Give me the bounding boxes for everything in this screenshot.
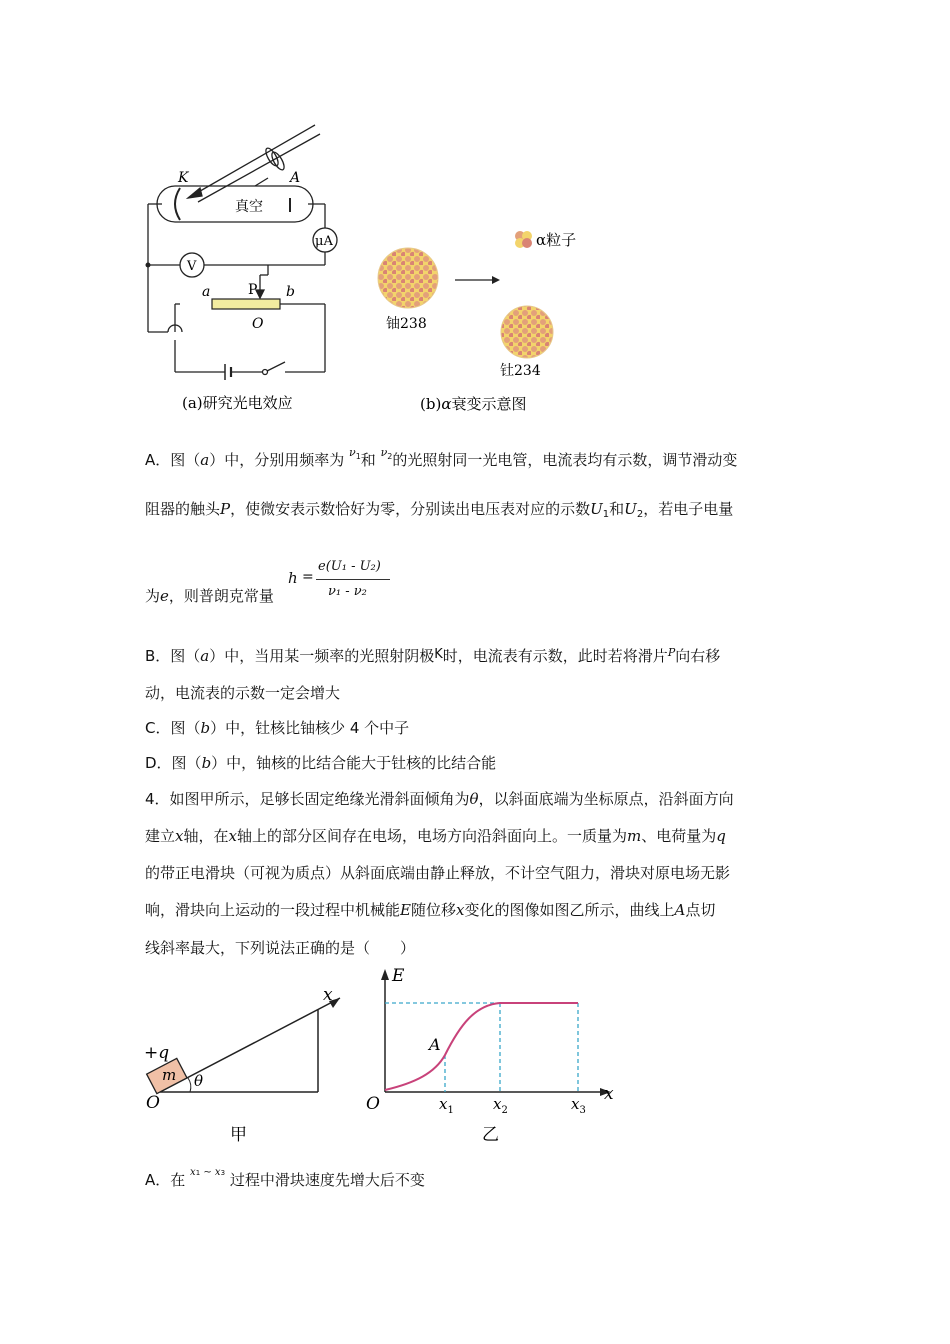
figure-a-caption: (a)研究光电效应 <box>182 394 293 412</box>
thorium-nucleus <box>501 306 553 358</box>
figure-b-alpha-decay <box>360 220 600 420</box>
label-P: P <box>248 282 258 298</box>
q4-line1: 4．如图甲所示，足够长固定绝缘光滑斜面倾角为θ，以斜面底端为坐标原点，沿斜面方向 <box>145 790 734 808</box>
voltmeter-label: V <box>187 259 197 274</box>
option-3C: C．图（b）中，钍核比铀核少 4 个中子 <box>145 719 410 737</box>
point-A-label: A <box>429 1035 441 1054</box>
option-3B-line2: 动，电流表的示数一定会增大 <box>145 684 341 702</box>
option-3D: D．图（b）中，铀核的比结合能大于钍核的比结合能 <box>145 754 497 772</box>
option-3A-line1: A．图（a）中，分别用频率为 $\nu_1$和 $\nu_2$的光照射同一光电管，电流表均有示数，调节滑动变 <box>145 446 738 469</box>
axis-E-label: E <box>392 966 405 986</box>
tick-x2: $x_2$ <box>493 1095 508 1116</box>
label-a: a <box>202 284 211 300</box>
figure-a-circuit <box>140 120 350 420</box>
label-A: A <box>290 170 301 186</box>
origin-label: O <box>366 1094 380 1114</box>
theta-label: θ <box>194 1072 204 1090</box>
tick-x3: $x_3$ <box>571 1095 586 1116</box>
option-3A-line2: 阻器的触头P，使微安表示数恰好为零，分别读出电压表对应的示数$U_1$和$U_2$，若电子电量 <box>145 500 734 520</box>
q4-line5: 线斜率最大，下列说法正确的是（ ） <box>145 939 416 957</box>
label-b: b <box>286 284 295 300</box>
figure-yi-energy-graph <box>360 965 630 1150</box>
axis-x-label: x <box>604 1084 614 1104</box>
origin-label: O <box>146 1093 160 1113</box>
mass-label: m <box>162 1066 177 1084</box>
q4-line2: 建立x轴，在x轴上的部分区间存在电场，电场方向沿斜面向上。一质量为m、电荷量为q <box>145 827 726 845</box>
option-4A: A．在 $^{x1 \sim x3}$ 过程中滑块速度先增大后不变 <box>145 1167 425 1189</box>
q4-line4: 响，滑块向上运动的一段过程中机械能E随位移x变化的图像如图乙所示，曲线上A点切 <box>145 901 716 919</box>
microammeter-label: μA <box>315 234 333 249</box>
option-3A-line3: 为e，则普朗克常量 <box>145 587 274 605</box>
q4-line3: 的带正电滑块（可视为质点）从斜面底端由静止释放，不计空气阻力，滑块对原电场无影 <box>145 864 731 882</box>
alpha-label: α粒子 <box>536 231 577 249</box>
light-ray-1 <box>188 125 315 198</box>
label-O: O <box>252 316 264 332</box>
figure-jia-caption: 甲 <box>230 1125 247 1145</box>
uranium-label: 铀238 <box>386 316 427 332</box>
figure-yi-caption: 乙 <box>482 1125 499 1145</box>
uranium-nucleus <box>378 248 438 308</box>
thorium-label: 钍234 <box>500 363 541 379</box>
figure-b-caption: (b)α衰变示意图 <box>420 395 527 413</box>
planck-formula: h = e(U₁ - U₂) ν₁ - ν₂ <box>288 557 398 605</box>
label-K: K <box>178 170 189 186</box>
alpha-particle-icon <box>515 231 532 248</box>
option-3B-line1: B．图（a）中，当用某一频率的光照射阴极K时，电流表有示数，此时若将滑片$^P$向右移 <box>145 646 721 665</box>
energy-curve <box>385 1003 578 1090</box>
tick-x1: $x_1$ <box>439 1095 454 1116</box>
vacuum-label: 真空 <box>235 199 263 215</box>
charge-label: +q <box>144 1043 170 1063</box>
resistor <box>212 299 280 309</box>
figure-jia-incline <box>140 980 360 1150</box>
light-ray-2 <box>198 134 320 202</box>
axis-x-label: x <box>323 985 333 1005</box>
